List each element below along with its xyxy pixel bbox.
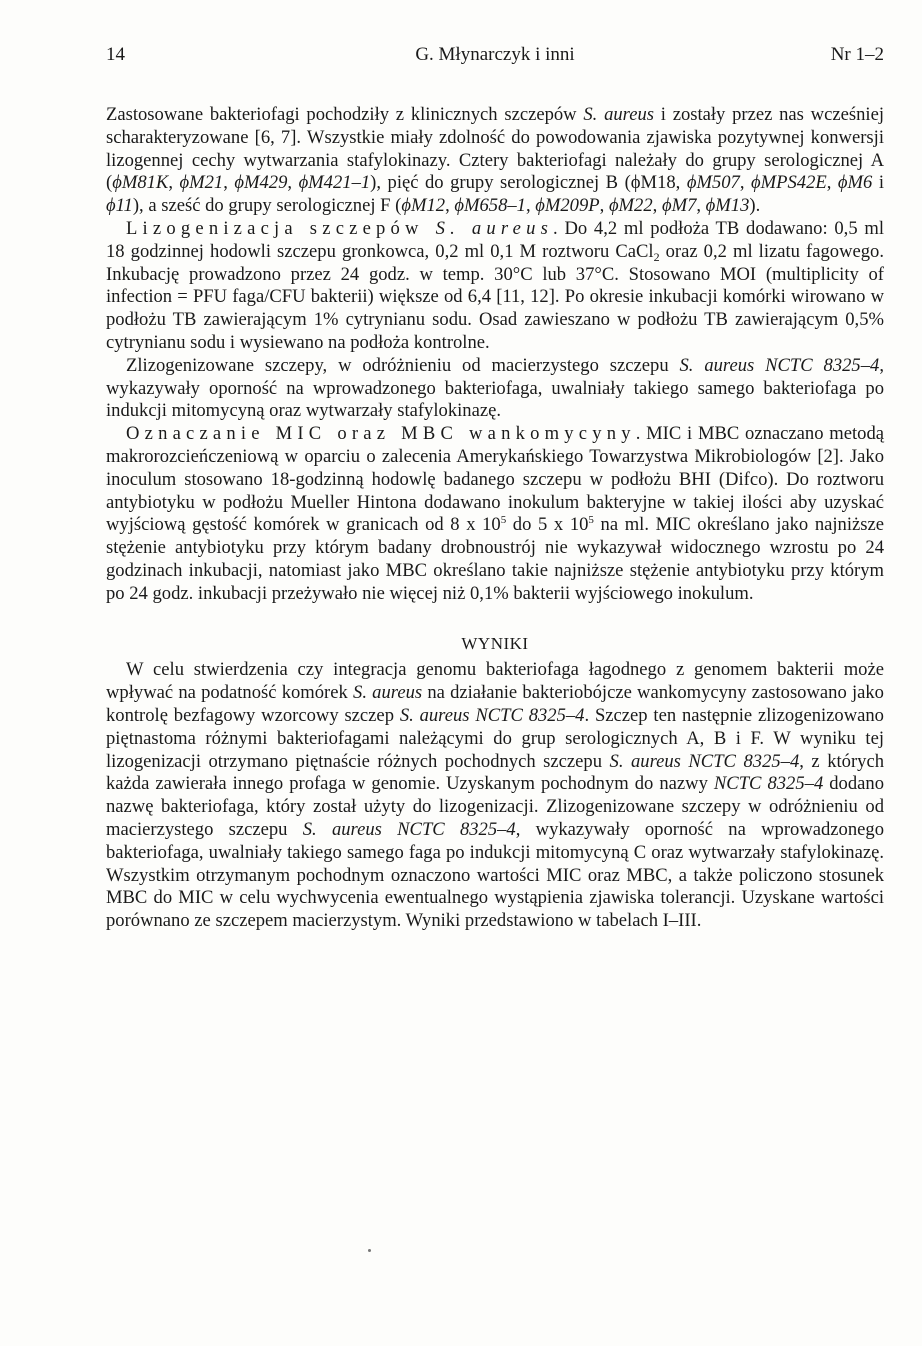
phage-name: ϕM507 (686, 172, 740, 194)
phage-name: ϕM429 (234, 172, 288, 194)
text-run: , (739, 172, 752, 194)
text-run: oraz 0,2 ml lizatu fagowego. Inkubację prowadzono przez 24 godz. w temp. 30°C lub 37°C. Stosowano MOI (multiplicity of infection = PFU faga/CFU bakterii) większe od 6,4 [11, 12]. Po okresie inkubacji komórki wirowano w podłożu TB zawierającym 1% cytrynianu sodu. Osad zawieszano w podłożu TB zawierającym 0,5% cytrynianu sodu i wysiewano na podłoża kontrolne. (106, 240, 884, 353)
phage-name: ϕMPS42E (751, 172, 827, 194)
text-run: , wykazywały oporność na wprowadzonego bakteriofaga, uwalniały takiego samego faga po indukcji mitomycyną C oraz wytwarzały stafylokinazę. Wszystkim otrzymanym pochodnym oznaczono wartości MIC oraz MBC, a także policzono stosunek MBC do MIC w celu wychwycenia ewentualnego wystąpienia zjawiska tolerancji. Uzyskane wartości porównano ze szczepem macierzystym. Wyniki przedstawiono w tabelach I–III. (106, 818, 884, 932)
text-run: do 5 x 10 (506, 514, 589, 536)
article-body (106, 104, 884, 933)
text-run: , (223, 172, 235, 194)
text-run: , (168, 172, 180, 194)
phage-name: ϕM7 (661, 195, 697, 217)
text-run: . MIC i MBC oznaczano metodą makrorozcieńczeniową w oparciu o zalecenia Amerykańskiego Towarzystwa Mikrobiologów [2]. Jako inoculum stosowano 18-godzinną hodowlę badanego szczepu w podłożu BHI (Difco). Do roztworu antybiotyku w podłożu Mueller Hintona dodawano inokulum bakteryjne w takiej ilości aby uzyskać wyjściową gęstość komórek w granicach od 8 x 10 (106, 423, 884, 536)
text-run: , z których każda zawierała innego profaga w genomie. Uzyskanym pochodnym do nazwy (106, 750, 884, 795)
phage-name: ϕM658–1 (454, 195, 526, 217)
text-run: na działanie bakteriobójcze wankomycyny zastosowano jako kontrolę bezfagowy wzorcowy szczep (106, 682, 884, 726)
strain-name: S. aureus NCTC 8325–4 (609, 750, 800, 772)
stray-mark (368, 1249, 371, 1252)
text-run: Zlizogenizowane szczepy, w odróżnieniu od macierzystego szczepu (126, 354, 680, 376)
superscript: 5 (500, 514, 507, 527)
text-run: , (696, 195, 706, 217)
paragraph-results (106, 659, 884, 933)
text-run: , (826, 172, 838, 194)
text-run: na ml. MIC określano jako najniższe stężenie antybiotyku przy którym badany drobnoustrój nie wykazywał widocznego wzrostu po 24 godzinach inkubacji, natomiast jako MBC określano takie najniższe stężenie antybiotyku przy którym po 24 godz. inkubacji przeżywało nie więcej niż 0,1% bakterii wyjściowego inokulum. (106, 514, 884, 604)
section-lead-in: Oznaczanie MIC oraz MBC wankomycyny (126, 423, 636, 445)
issue-number: Nr 1–2 (830, 44, 884, 65)
phage-name: ϕM12 (401, 195, 446, 217)
text-run: , (445, 195, 455, 217)
text-run: , wykazywały oporność na wprowadzonego bakteriofaga, uwalniały takiego samego bakteriofaga po indukcji mitomycyną oraz wytwarzały stafylokinazę. (106, 354, 884, 422)
text-run: . Do 4,2 ml podłoża TB dodawano: 0,5 ml 18 godzinnej hodowli szczepu gronkowca, 0,2 ml 0,1 M roztworu CaCl (106, 217, 884, 262)
text-run: . Szczep ten następnie zlizogenizowano piętnastoma różnymi bakteriofagami należącymi do grup serologicznych A, B i F. W wyniku tej lizogenizacji otrzymano piętnaście różnych pochodnych szczepu (106, 704, 884, 772)
paragraph-lysogenized-strains (106, 355, 884, 423)
running-head-authors: G. Młynarczyk i inni (415, 44, 575, 65)
text-run: , (599, 195, 609, 217)
paragraph-lysogenization (106, 218, 884, 355)
phage-name: ϕM81K (112, 172, 169, 194)
paragraph-mic-mbc (106, 423, 884, 605)
section-lead-in-species: S. aureus (435, 217, 554, 239)
page-number: 14 (106, 44, 125, 65)
section-lead-in: Lizogenizacja szczepów (126, 217, 436, 239)
phage-name: ϕ11 (106, 195, 133, 217)
text-run: ), a sześć do grupy serologicznej F ( (132, 195, 402, 217)
text-run: , (287, 172, 299, 194)
phage-name: ϕM6 (837, 172, 873, 194)
paragraph-bacteriophages (106, 104, 884, 218)
species-name: S. aureus (353, 682, 423, 704)
phage-name: ϕM13 (705, 195, 750, 217)
text-run: Zastosowane bakteriofagi pochodziły z klinicznych szczepów (106, 104, 584, 125)
strain-name: S. aureus NCTC 8325–4 (679, 354, 880, 376)
strain-name: S. aureus NCTC 8325–4 (399, 704, 585, 726)
phage-name: ϕM21 (179, 172, 224, 194)
subscript: 2 (653, 249, 660, 264)
species-name: S. aureus (583, 104, 654, 125)
text-run: , (525, 195, 536, 217)
text-run: W celu stwierdzenia czy integracja genomu bakteriofaga łagodnego z genomem bakterii może wpływać na podatność komórek (106, 659, 884, 704)
phage-name: ϕM421–1 (298, 172, 371, 194)
strain-name: S. aureus NCTC 8325–4 (302, 818, 516, 840)
text-run: i zostały przez nas wcześniej scharakteryzowane [6, 7]. Wszystkie miały zdolność do powodowania zjawiska pozytywnej konwersji lizogennej cechy wytwarzania stafylokinazy. Cztery bakteriofagi należały do grupy serologicznej A ( (106, 104, 884, 194)
phage-name: ϕM22 (608, 195, 653, 217)
text-run: dodano nazwę bakteriofaga, który został użyty do lizogenizacji. Zlizogenizowane szczepy w odróżnieniu od macierzystego szczepu (106, 773, 884, 840)
text-run: ), pięć do grupy serologicznej B (ϕM18, (370, 172, 687, 194)
text-run: , (652, 195, 662, 217)
running-head (106, 44, 884, 72)
phage-name: ϕM209P (535, 195, 600, 217)
text-run: i (872, 172, 885, 194)
superscript: 5 (588, 514, 594, 527)
text-run: ). (749, 195, 761, 217)
section-heading-results: WYNIKI (461, 633, 529, 653)
strain-name: NCTC 8325–4 (713, 773, 824, 795)
